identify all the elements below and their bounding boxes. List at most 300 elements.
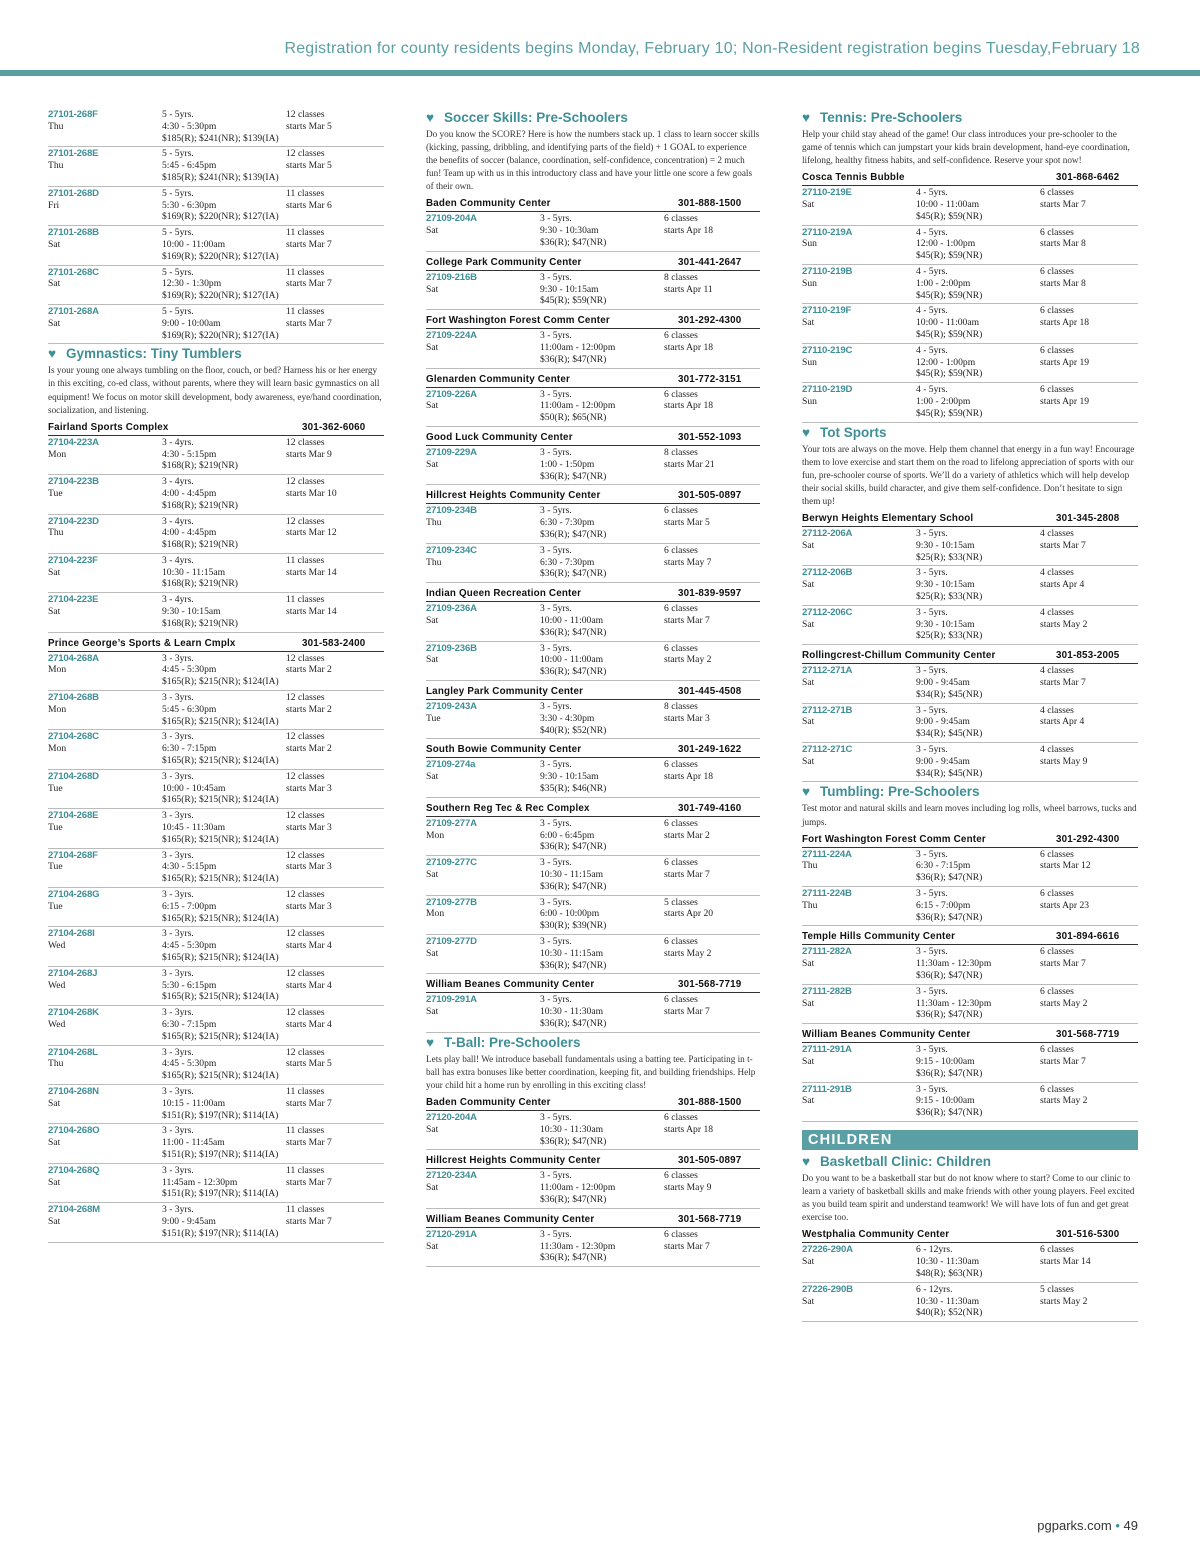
venue-header (426, 742, 760, 758)
class-code[interactable]: 27112-206B (802, 567, 853, 579)
class-count: 11 classes (286, 1125, 325, 1137)
class-age: 3 - 3yrs. (162, 849, 194, 861)
class-row (48, 305, 384, 344)
venue-name: Indian Queen Recreation Center (426, 588, 582, 600)
class-code[interactable]: 27110-219D (802, 384, 853, 396)
class-session-cell (1040, 305, 1122, 340)
class-row (426, 993, 760, 1032)
class-time: 9:15 - 10:00am (916, 1055, 975, 1067)
class-day: Sat (426, 615, 439, 626)
class-detail-cell (162, 476, 286, 511)
class-code[interactable]: 27104-268K (48, 1007, 99, 1019)
class-detail-cell (540, 759, 664, 794)
class-row (802, 304, 1138, 343)
class-fee: $45(R); $59(NR) (916, 289, 983, 301)
class-code[interactable]: 27109-274a (426, 759, 476, 771)
class-fee: $151(R); $197(NR); $114(IA) (162, 1188, 279, 1200)
class-detail-cell (540, 643, 664, 678)
class-row (48, 1203, 384, 1242)
class-code[interactable]: 27109-277B (426, 896, 477, 908)
venue-phone: 301-583-2400 (302, 637, 366, 649)
class-code[interactable]: 27111-282B (802, 985, 852, 997)
class-code[interactable]: 27110-219F (802, 305, 852, 317)
class-row (802, 1243, 1138, 1282)
class-age: 3 - 3yrs. (162, 1046, 194, 1058)
class-code[interactable]: 27104-268N (48, 1085, 99, 1097)
class-count: 6 classes (1040, 305, 1074, 317)
class-detail-cell (916, 305, 1040, 340)
class-age: 3 - 5yrs. (916, 888, 948, 900)
class-day: Sat (426, 342, 439, 354)
class-age: 3 - 4yrs. (162, 476, 194, 488)
class-age: 3 - 5yrs. (540, 1170, 572, 1182)
class-session-cell (664, 603, 746, 638)
class-day: Wed (48, 940, 66, 952)
class-start: starts Mar 4 (286, 940, 332, 952)
class-start: starts Mar 4 (286, 979, 332, 991)
class-age: 3 - 5yrs. (540, 1112, 572, 1123)
class-start: starts May 2 (1040, 1095, 1088, 1107)
class-count: 11 classes (286, 1164, 325, 1176)
class-code[interactable]: 27109-226A (426, 388, 477, 400)
class-detail-cell (916, 849, 1040, 884)
class-code[interactable]: 27109-204A (426, 213, 477, 225)
class-start: starts Apr 23 (1040, 899, 1090, 911)
class-time: 4:00 - 4:45pm (162, 487, 217, 499)
class-code[interactable]: 27226-290A (802, 1244, 853, 1256)
class-day: Sat (48, 1137, 61, 1149)
class-fee: $34(R); $45(NR) (916, 767, 983, 779)
class-day: Sat (48, 606, 61, 618)
class-count: 6 classes (664, 642, 698, 654)
class-start: starts Mar 14 (1040, 1256, 1091, 1268)
class-start: starts Mar 7 (1040, 958, 1086, 970)
class-fee: $165(R); $215(NR); $124(IA) (162, 755, 279, 767)
class-session-cell (1040, 849, 1122, 884)
class-code[interactable]: 27111-291B (802, 1083, 852, 1095)
class-code[interactable]: 27101-268B (48, 227, 99, 239)
venue-name: Baden Community Center (426, 1097, 551, 1108)
class-start: starts Mar 5 (286, 1058, 332, 1070)
class-session-cell (286, 771, 368, 806)
class-session-cell (1040, 607, 1122, 642)
class-code[interactable]: 27104-268D (48, 770, 99, 782)
class-detail-cell (540, 603, 664, 638)
class-code[interactable]: 27104-268B (48, 692, 99, 704)
class-row (48, 730, 384, 769)
class-id-cell (48, 437, 162, 472)
class-time: 6:15 - 7:00pm (162, 900, 217, 912)
class-day: Sat (802, 1295, 815, 1307)
class-day: Sat (802, 317, 815, 329)
class-session-cell (1040, 187, 1122, 222)
class-session-cell (664, 994, 746, 1029)
class-start: starts Mar 3 (286, 822, 332, 834)
class-count: 6 classes (1040, 1244, 1074, 1256)
class-count: 11 classes (286, 305, 325, 317)
class-fee: $151(R); $197(NR); $114(IA) (162, 1227, 279, 1239)
class-code[interactable]: 27104-223B (48, 476, 99, 488)
class-row (426, 1111, 760, 1150)
class-start: starts Mar 7 (286, 1137, 332, 1149)
class-id-cell (48, 1165, 162, 1200)
class-session-cell (1040, 1044, 1122, 1079)
class-code[interactable]: 27111-282A (802, 946, 852, 958)
section-description: Do you know the SCORE? Here is how the numbers stack up. 1 class to learn soccer skills (kicking, passing, dribbling, and identifying parts of the field) + 1 GOAL to experience the benefits of soccer (balance, coordination, self-confidence, concentration) = 2 much fun! Team up with us in this introductory class and have your little one score a few goals of their own. (426, 129, 760, 192)
class-row (48, 1085, 384, 1124)
venue-name: College Park Community Center (426, 256, 582, 268)
class-count: 12 classes (286, 967, 325, 979)
class-time: 4:00 - 4:45pm (162, 527, 217, 539)
class-count: 6 classes (664, 1112, 698, 1123)
class-age: 4 - 5yrs. (916, 384, 948, 396)
class-code[interactable]: 27104-268A (48, 652, 99, 664)
class-count: 4 classes (1040, 704, 1074, 716)
class-session-cell (664, 643, 746, 678)
column-1 (48, 108, 384, 1243)
class-detail-cell (540, 447, 664, 482)
class-start: starts Mar 7 (286, 1215, 332, 1227)
class-id-cell (426, 936, 540, 971)
class-fee: $36(R); $47(NR) (916, 1107, 983, 1119)
class-code[interactable]: 27101-268A (48, 305, 99, 317)
class-day: Thu (802, 860, 818, 872)
class-code[interactable]: 27112-206A (802, 528, 853, 540)
venue-header (426, 313, 760, 329)
class-session-cell (1040, 665, 1122, 700)
class-code[interactable]: 27101-268E (48, 148, 99, 160)
class-session-cell (286, 1125, 368, 1160)
class-code[interactable]: 27112-271C (802, 744, 853, 756)
class-code[interactable]: 27110-219B (802, 266, 853, 278)
class-row (426, 271, 760, 310)
class-start: starts Mar 8 (1040, 277, 1086, 289)
class-row (802, 265, 1138, 304)
class-session-cell (1040, 266, 1122, 301)
class-detail-cell (162, 968, 286, 1003)
class-row (802, 566, 1138, 605)
class-id-cell (48, 810, 162, 845)
class-session-cell (1040, 888, 1122, 923)
class-row (48, 1046, 384, 1085)
class-detail-cell (916, 266, 1040, 301)
venue-header (802, 648, 1138, 664)
class-start: starts Mar 8 (1040, 238, 1086, 250)
class-row (426, 446, 760, 485)
class-code[interactable]: 27109-224A (426, 330, 477, 342)
class-detail-cell (540, 818, 664, 853)
section-title (426, 1035, 760, 1051)
footer-site[interactable]: pgparks.com (1037, 1518, 1112, 1533)
class-row (48, 1164, 384, 1203)
class-time: 9:00 - 9:45am (916, 677, 970, 689)
class-fee: $168(R); $219(NR) (162, 460, 238, 472)
class-code[interactable]: 27120-204A (426, 1112, 477, 1123)
class-start: starts Apr 18 (664, 400, 714, 412)
class-fee: $45(R); $59(NR) (916, 210, 983, 222)
class-id-cell (802, 705, 916, 740)
class-start: starts Mar 12 (1040, 860, 1091, 872)
class-detail-cell (540, 330, 664, 365)
class-session-cell (286, 1047, 368, 1082)
class-id-cell (48, 148, 162, 183)
class-count: 6 classes (1040, 888, 1074, 900)
section-title-text: Tot Sports (820, 424, 887, 440)
venue-phone: 301-888-1500 (678, 198, 742, 210)
class-code[interactable]: 27111-224B (802, 888, 852, 900)
class-age: 3 - 5yrs. (540, 994, 572, 1006)
venue-name: Westphalia Community Center (802, 1229, 950, 1241)
venue-phone: 301-552-1093 (678, 432, 742, 444)
class-start: starts May 2 (664, 654, 712, 666)
class-code[interactable]: 27104-268Q (48, 1164, 100, 1176)
class-count: 12 classes (286, 692, 325, 704)
class-day: Sat (426, 1123, 439, 1135)
class-detail-cell (540, 701, 664, 736)
class-code[interactable]: 27110-219E (802, 187, 852, 199)
class-code[interactable]: 27109-236A (426, 603, 477, 615)
class-code[interactable]: 27104-268E (48, 810, 99, 822)
class-count: 6 classes (664, 505, 698, 517)
venue-name: Fairland Sports Complex (48, 421, 169, 433)
class-start: starts Mar 2 (664, 829, 710, 841)
class-time: 10:30 - 11:30am (540, 1006, 604, 1018)
class-code[interactable]: 27109-234B (426, 505, 477, 517)
class-fee: $36(R); $47(NR) (540, 237, 607, 249)
section-description: Your tots are always on the move. Help them channel that energy in a fun way! Encourage them to love exercise and start them on the road to lifelong appreciation of sports with our fun, pre-schooler course of sports. We’ll do a variety of athletics which will help develop their social skills, build character, and give them self-confidence. Don’t hesitate to sign them up! (802, 443, 1135, 506)
class-code[interactable]: 27110-219A (802, 226, 853, 238)
class-session-cell (664, 1170, 746, 1205)
class-id-cell (48, 771, 162, 806)
class-count: 6 classes (664, 759, 698, 771)
class-code[interactable]: 27104-268L (48, 1046, 98, 1058)
class-row (48, 266, 384, 305)
class-code[interactable]: 27109-229A (426, 447, 477, 459)
class-count: 6 classes (1040, 344, 1074, 356)
class-fee: $165(R); $215(NR); $124(IA) (162, 676, 279, 688)
class-id-cell (48, 850, 162, 885)
class-detail-cell (916, 744, 1040, 779)
class-time: 4:45 - 5:30pm (162, 940, 217, 952)
class-age: 3 - 3yrs. (162, 928, 194, 940)
class-code[interactable]: 27104-268J (48, 967, 98, 979)
class-code[interactable]: 27109-243A (426, 700, 477, 712)
class-id-cell (426, 272, 540, 307)
class-detail-cell (162, 771, 286, 806)
class-code[interactable]: 27109-277D (426, 935, 477, 947)
venue-phone: 301-516-5300 (1056, 1229, 1120, 1241)
header-rule (0, 70, 1200, 76)
class-count: 6 classes (1040, 187, 1074, 199)
class-detail-cell (162, 1204, 286, 1239)
class-session-cell (1040, 946, 1122, 981)
class-count: 6 classes (664, 388, 698, 400)
class-session-cell (286, 516, 368, 551)
class-code[interactable]: 27109-277A (426, 817, 477, 829)
class-code[interactable]: 27109-277C (426, 857, 477, 869)
class-code[interactable]: 27120-291A (426, 1228, 477, 1240)
class-id-cell (426, 897, 540, 932)
class-code[interactable]: 27109-216B (426, 271, 477, 283)
class-code[interactable]: 27101-268F (48, 109, 98, 120)
class-fee: $168(R); $219(NR) (162, 617, 238, 629)
class-start: starts Apr 4 (1040, 579, 1085, 591)
class-code[interactable]: 27104-223A (48, 436, 99, 448)
class-detail-cell (540, 505, 664, 540)
class-session-cell (1040, 744, 1122, 779)
class-detail-cell (540, 545, 664, 580)
venue-phone: 301-445-4508 (678, 685, 742, 697)
venue-header (802, 832, 1138, 848)
class-code[interactable]: 27104-268F (48, 849, 98, 861)
class-code[interactable]: 27104-223D (48, 515, 99, 527)
class-code[interactable]: 27112-271B (802, 704, 853, 716)
class-age: 3 - 3yrs. (162, 731, 194, 743)
class-code[interactable]: 27104-223F (48, 554, 98, 566)
category-heading: CHILDREN (802, 1130, 1138, 1150)
class-id-cell (802, 187, 916, 222)
class-row (802, 527, 1138, 566)
class-fee: $169(R); $220(NR); $127(IA) (162, 211, 279, 223)
class-row (48, 849, 384, 888)
class-id-cell (48, 306, 162, 341)
section-title (48, 346, 384, 362)
class-detail-cell (162, 555, 286, 590)
class-code[interactable]: 27104-268I (48, 928, 95, 940)
class-day: Sat (802, 199, 815, 211)
class-day: Sat (426, 225, 439, 237)
class-row (802, 887, 1138, 926)
class-detail-cell (540, 389, 664, 424)
class-session-cell (664, 389, 746, 424)
class-time: 5:45 - 6:45pm (162, 160, 217, 172)
class-day: Sun (802, 396, 817, 408)
class-id-cell (802, 1084, 916, 1119)
class-day: Sun (802, 238, 817, 250)
class-row (426, 1228, 760, 1267)
class-code[interactable]: 27101-268D (48, 187, 99, 199)
venue-name: Langley Park Community Center (426, 685, 584, 697)
class-row (802, 1283, 1138, 1322)
venue-phone: 301-292-4300 (1056, 833, 1120, 845)
class-row (426, 642, 760, 681)
class-code[interactable]: 27104-268O (48, 1125, 100, 1137)
class-start: starts Mar 2 (286, 743, 332, 755)
class-detail-cell (540, 1112, 664, 1147)
class-fee: $25(R); $33(NR) (916, 630, 983, 642)
class-start: starts May 9 (1040, 755, 1088, 767)
class-code[interactable]: 27112-206C (802, 606, 853, 618)
class-code[interactable]: 27226-290B (802, 1283, 853, 1295)
class-time: 12:30 - 1:30pm (162, 278, 222, 290)
class-row (48, 147, 384, 186)
class-day: Tue (48, 900, 63, 912)
class-id-cell (48, 227, 162, 262)
venue-header (426, 1153, 760, 1169)
class-code[interactable]: 27104-268M (48, 1204, 100, 1216)
class-count: 11 classes (286, 187, 325, 199)
class-detail-cell (540, 897, 664, 932)
class-row (802, 664, 1138, 703)
class-code[interactable]: 27110-219C (802, 344, 853, 356)
class-code[interactable]: 27109-291A (426, 994, 477, 1006)
class-day: Thu (48, 1058, 64, 1070)
class-code[interactable]: 27104-268G (48, 889, 100, 901)
class-code[interactable]: 27104-268C (48, 731, 99, 743)
class-row (802, 383, 1138, 422)
class-detail-cell (916, 607, 1040, 642)
class-start: starts Mar 7 (1040, 677, 1086, 689)
class-row (48, 593, 384, 632)
class-age: 3 - 3yrs. (162, 810, 194, 822)
class-fee: $36(R); $47(NR) (540, 626, 607, 638)
class-fee: $165(R); $215(NR); $124(IA) (162, 991, 279, 1003)
class-session-cell (664, 701, 746, 736)
class-code[interactable]: 27120-234A (426, 1170, 477, 1182)
class-detail-cell (162, 889, 286, 924)
class-fee: $169(R); $220(NR); $127(IA) (162, 290, 279, 302)
class-detail-cell (162, 1125, 286, 1160)
class-start: starts Apr 11 (664, 283, 713, 295)
class-age: 3 - 5yrs. (540, 505, 572, 517)
page-number: 49 (1123, 1518, 1138, 1533)
class-session-cell (286, 1007, 368, 1042)
class-start: starts Mar 7 (1040, 1055, 1086, 1067)
class-session-cell (664, 213, 746, 248)
class-count: 11 classes (286, 594, 325, 606)
class-code[interactable]: 27109-236B (426, 642, 477, 654)
class-session-cell (664, 272, 746, 307)
class-code[interactable]: 27104-223E (48, 594, 99, 606)
class-code[interactable]: 27112-271A (802, 665, 853, 677)
class-age: 6 - 12yrs. (916, 1244, 953, 1256)
venue-header (802, 511, 1138, 527)
class-detail-cell (162, 437, 286, 472)
class-code[interactable]: 27111-291A (802, 1044, 852, 1056)
class-session-cell (286, 968, 368, 1003)
class-start: starts Mar 12 (286, 527, 337, 539)
class-start: starts Apr 18 (664, 771, 714, 783)
class-code[interactable]: 27101-268C (48, 266, 99, 278)
venue-name: Cosca Tennis Bubble (802, 172, 905, 184)
venue-phone: 301-749-4160 (678, 802, 742, 814)
class-count: 5 classes (1040, 1283, 1074, 1295)
class-code[interactable]: 27109-234C (426, 544, 477, 556)
class-day: Wed (48, 979, 66, 991)
class-count: 12 classes (286, 652, 325, 664)
class-row (48, 809, 384, 848)
venue-phone: 301-888-1500 (678, 1097, 742, 1108)
class-start: starts Mar 3 (286, 782, 332, 794)
class-row (426, 212, 760, 251)
class-day: Sat (802, 539, 815, 551)
class-count: 8 classes (664, 447, 698, 459)
class-row (426, 1169, 760, 1208)
class-age: 3 - 3yrs. (162, 1164, 194, 1176)
class-start: starts Mar 7 (1040, 539, 1086, 551)
class-row (48, 554, 384, 593)
class-id-cell (802, 1284, 916, 1319)
class-time: 11:30am - 12:30pm (916, 958, 992, 970)
class-age: 4 - 5yrs. (916, 266, 948, 278)
class-session-cell (1040, 1084, 1122, 1119)
section-title-text: Basketball Clinic: Children (820, 1153, 992, 1169)
class-fee: $36(R); $47(NR) (540, 1193, 607, 1205)
class-fee: $151(R); $197(NR); $114(IA) (162, 1109, 279, 1121)
class-code[interactable]: 27111-224A (802, 848, 852, 860)
class-row (48, 108, 384, 147)
class-day: Sat (426, 458, 439, 470)
